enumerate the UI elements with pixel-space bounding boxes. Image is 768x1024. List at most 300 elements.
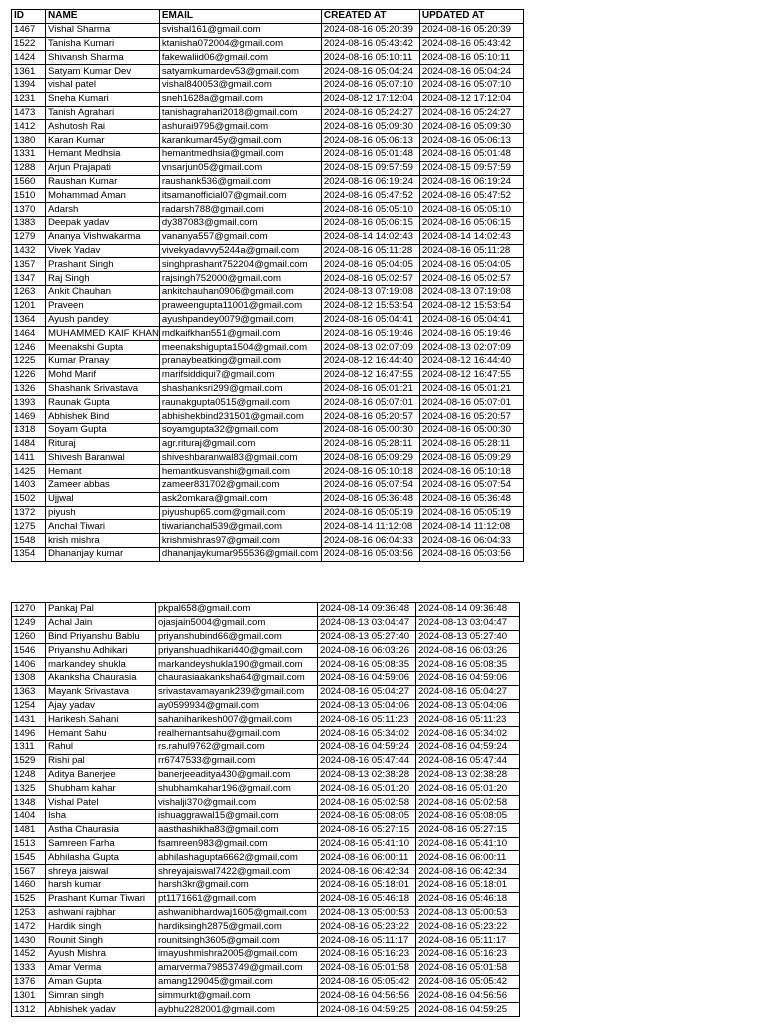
header-updated-at: UPDATED AT <box>419 10 523 24</box>
cell-name: MUHAMMED KAIF KHAN <box>46 327 160 341</box>
cell-updated-at: 2024-08-16 05:10:11 <box>419 51 523 65</box>
cell-created-at: 2024-08-13 02:38:28 <box>318 768 416 782</box>
cell-id: 1452 <box>12 947 46 961</box>
cell-created-at: 2024-08-15 09:57:59 <box>321 161 419 175</box>
cell-name: Satyam Kumar Dev <box>46 65 160 79</box>
cell-updated-at: 2024-08-16 05:28:11 <box>419 437 523 451</box>
cell-name: markandey shukla <box>46 658 156 672</box>
cell-name: Shubham kahar <box>46 782 156 796</box>
cell-created-at: 2024-08-13 02:07:09 <box>321 341 419 355</box>
cell-updated-at: 2024-08-16 05:47:52 <box>419 189 523 203</box>
cell-name: vishal patel <box>46 78 160 92</box>
table-row <box>12 51 524 65</box>
cell-name: Rituraj <box>46 437 160 451</box>
cell-id: 1406 <box>12 658 46 672</box>
cell-created-at: 2024-08-14 09:36:48 <box>318 603 416 617</box>
cell-name: Prashant Kumar Tiwari <box>46 892 156 906</box>
cell-id: 1260 <box>12 630 46 644</box>
table-row <box>12 740 520 754</box>
cell-updated-at: 2024-08-16 06:19:24 <box>419 175 523 189</box>
cell-id: 1347 <box>12 272 46 286</box>
cell-id: 1225 <box>12 354 46 368</box>
table-row <box>12 92 524 106</box>
cell-created-at: 2024-08-16 05:43:42 <box>321 37 419 51</box>
cell-email: meenakshigupta1504@gmail.com <box>159 341 321 355</box>
cell-created-at: 2024-08-16 05:11:23 <box>318 713 416 727</box>
cell-updated-at: 2024-08-16 05:05:42 <box>416 975 520 989</box>
cell-updated-at: 2024-08-16 05:36:48 <box>419 492 523 506</box>
cell-email: ayushpandey0079@gmail.com <box>159 313 321 327</box>
cell-created-at: 2024-08-14 14:02:43 <box>321 230 419 244</box>
cell-id: 1432 <box>12 244 46 258</box>
cell-updated-at: 2024-08-16 05:04:24 <box>419 65 523 79</box>
cell-email: tanishagrahari2018@gmail.com <box>159 106 321 120</box>
cell-created-at: 2024-08-16 05:11:28 <box>321 244 419 258</box>
cell-id: 1372 <box>12 506 46 520</box>
cell-updated-at: 2024-08-14 11:12:08 <box>419 520 523 534</box>
cell-id: 1312 <box>12 1003 46 1017</box>
cell-id: 1510 <box>12 189 46 203</box>
cell-name: Abhishek yadav <box>46 1003 156 1017</box>
cell-email: agr.rituraj@gmail.com <box>159 437 321 451</box>
cell-id: 1567 <box>12 865 46 879</box>
cell-created-at: 2024-08-16 05:03:56 <box>321 548 419 562</box>
cell-email: shiveshbaranwal83@gmail.com <box>159 451 321 465</box>
cell-email: chaurasiaakanksha64@gmail.com <box>156 671 318 685</box>
cell-name: Harikesh Sahani <box>46 713 156 727</box>
cell-email: pranaybeatking@gmail.com <box>159 354 321 368</box>
cell-email: abhilashagupta6662@gmail.com <box>156 851 318 865</box>
cell-email: piyushup65.com@gmail.com <box>159 506 321 520</box>
cell-updated-at: 2024-08-16 05:19:46 <box>419 327 523 341</box>
table-row <box>12 906 520 920</box>
table-row <box>12 658 520 672</box>
cell-email: praweengupta11001@gmail.com <box>159 299 321 313</box>
cell-created-at: 2024-08-16 05:06:15 <box>321 216 419 230</box>
cell-name: Mayank Srivastava <box>46 685 156 699</box>
cell-name: Astha Chaurasia <box>46 823 156 837</box>
cell-id: 1525 <box>12 892 46 906</box>
cell-id: 1318 <box>12 423 46 437</box>
cell-name: Hemant Sahu <box>46 727 156 741</box>
cell-updated-at: 2024-08-16 05:09:29 <box>419 451 523 465</box>
table-row <box>12 354 524 368</box>
cell-name: Adarsh <box>46 203 160 217</box>
table-row <box>12 244 524 258</box>
cell-email: pkpal658@gmail.com <box>156 603 318 617</box>
cell-created-at: 2024-08-16 04:59:24 <box>318 740 416 754</box>
cell-name: krish mishra <box>46 534 160 548</box>
cell-updated-at: 2024-08-16 05:18:01 <box>416 878 520 892</box>
table-row <box>12 548 524 562</box>
cell-updated-at: 2024-08-16 05:43:42 <box>419 37 523 51</box>
cell-created-at: 2024-08-12 17:12:04 <box>321 92 419 106</box>
cell-name: Rahul <box>46 740 156 754</box>
cell-name: Prashant Singh <box>46 258 160 272</box>
cell-email: ankitchauhan0906@gmail.com <box>159 285 321 299</box>
cell-id: 1545 <box>12 851 46 865</box>
cell-name: Vishal Sharma <box>46 23 160 37</box>
table-row <box>12 65 524 79</box>
table-row <box>12 134 524 148</box>
cell-email: pt1171661@gmail.com <box>156 892 318 906</box>
cell-updated-at: 2024-08-16 05:34:02 <box>416 727 520 741</box>
cell-id: 1226 <box>12 368 46 382</box>
cell-created-at: 2024-08-16 05:04:41 <box>321 313 419 327</box>
cell-created-at: 2024-08-16 04:56:56 <box>318 989 416 1003</box>
cell-created-at: 2024-08-16 05:04:27 <box>318 685 416 699</box>
cell-email: krishmishras97@gmail.com <box>159 534 321 548</box>
table-row <box>12 671 520 685</box>
cell-email: svishal161@gmail.com <box>159 23 321 37</box>
cell-name: Aman Gupta <box>46 975 156 989</box>
header-created-at: CREATED AT <box>321 10 419 24</box>
cell-email: banerjeeaditya430@gmail.com <box>156 768 318 782</box>
table-row <box>12 479 524 493</box>
cell-created-at: 2024-08-12 16:47:55 <box>321 368 419 382</box>
cell-updated-at: 2024-08-16 05:16:23 <box>416 947 520 961</box>
user-table-bottom <box>11 602 520 1017</box>
cell-created-at: 2024-08-16 05:09:30 <box>321 120 419 134</box>
cell-email: itsamanofficial07@gmail.com <box>159 189 321 203</box>
cell-updated-at: 2024-08-16 05:04:41 <box>419 313 523 327</box>
cell-updated-at: 2024-08-16 06:42:34 <box>416 865 520 879</box>
cell-email: dy387083@gmail.com <box>159 216 321 230</box>
cell-email: sneh1628a@gmail.com <box>159 92 321 106</box>
cell-created-at: 2024-08-16 04:59:25 <box>318 1003 416 1017</box>
cell-id: 1431 <box>12 713 46 727</box>
table-row <box>12 410 524 424</box>
cell-id: 1288 <box>12 161 46 175</box>
cell-name: Ananya Vishwakarma <box>46 230 160 244</box>
cell-id: 1364 <box>12 313 46 327</box>
cell-id: 1464 <box>12 327 46 341</box>
cell-email: ask2omkara@gmail.com <box>159 492 321 506</box>
cell-created-at: 2024-08-14 11:12:08 <box>321 520 419 534</box>
cell-id: 1467 <box>12 23 46 37</box>
cell-id: 1484 <box>12 437 46 451</box>
cell-updated-at: 2024-08-16 05:08:35 <box>416 658 520 672</box>
cell-name: Soyam Gupta <box>46 423 160 437</box>
cell-name: Akanksha Chaurasia <box>46 671 156 685</box>
cell-name: Rishi pal <box>46 754 156 768</box>
cell-name: Vivek Yadav <box>46 244 160 258</box>
cell-email: aybhu2282001@gmail.com <box>156 1003 318 1017</box>
table-row <box>12 644 520 658</box>
cell-id: 1325 <box>12 782 46 796</box>
cell-name: Mohammad Aman <box>46 189 160 203</box>
cell-email: hemantmedhsia@gmail.com <box>159 147 321 161</box>
table-row <box>12 727 520 741</box>
table-row <box>12 37 524 51</box>
cell-id: 1522 <box>12 37 46 51</box>
cell-email: shubhamkahar196@gmail.com <box>156 782 318 796</box>
table-row <box>12 161 524 175</box>
cell-id: 1496 <box>12 727 46 741</box>
table-row <box>12 147 524 161</box>
cell-updated-at: 2024-08-12 16:47:55 <box>419 368 523 382</box>
cell-id: 1376 <box>12 975 46 989</box>
cell-email: rr6747533@gmail.com <box>156 754 318 768</box>
table-row <box>12 78 524 92</box>
cell-email: sahaniharikesh007@gmail.com <box>156 713 318 727</box>
cell-created-at: 2024-08-16 06:00:11 <box>318 851 416 865</box>
cell-updated-at: 2024-08-16 05:41:10 <box>416 837 520 851</box>
cell-created-at: 2024-08-13 07:19:08 <box>321 285 419 299</box>
cell-id: 1254 <box>12 699 46 713</box>
cell-id: 1481 <box>12 823 46 837</box>
cell-name: Abhishek Bind <box>46 410 160 424</box>
cell-created-at: 2024-08-16 05:07:54 <box>321 479 419 493</box>
cell-updated-at: 2024-08-14 14:02:43 <box>419 230 523 244</box>
cell-id: 1472 <box>12 920 46 934</box>
cell-email: dhananjaykumar955536@gmail.com <box>159 548 321 562</box>
cell-updated-at: 2024-08-16 05:05:19 <box>419 506 523 520</box>
cell-created-at: 2024-08-16 05:08:05 <box>318 809 416 823</box>
cell-updated-at: 2024-08-16 05:04:05 <box>419 258 523 272</box>
cell-updated-at: 2024-08-13 05:27:40 <box>416 630 520 644</box>
cell-updated-at: 2024-08-16 05:03:56 <box>419 548 523 562</box>
cell-id: 1411 <box>12 451 46 465</box>
cell-updated-at: 2024-08-16 05:07:10 <box>419 78 523 92</box>
cell-id: 1502 <box>12 492 46 506</box>
cell-updated-at: 2024-08-16 05:02:57 <box>419 272 523 286</box>
cell-email: ishuaggrawal15@gmail.com <box>156 809 318 823</box>
table-row <box>12 189 524 203</box>
cell-created-at: 2024-08-16 05:04:05 <box>321 258 419 272</box>
table-row <box>12 851 520 865</box>
cell-updated-at: 2024-08-16 05:02:58 <box>416 796 520 810</box>
cell-created-at: 2024-08-16 05:02:58 <box>318 796 416 810</box>
table-row <box>12 272 524 286</box>
cell-name: Amar Verma <box>46 961 156 975</box>
cell-updated-at: 2024-08-16 05:09:30 <box>419 120 523 134</box>
cell-name: Deepak yadav <box>46 216 160 230</box>
table-row <box>12 258 524 272</box>
cell-name: Hemant Medhsia <box>46 147 160 161</box>
cell-updated-at: 2024-08-12 16:44:40 <box>419 354 523 368</box>
cell-created-at: 2024-08-16 06:19:24 <box>321 175 419 189</box>
cell-created-at: 2024-08-16 05:20:39 <box>321 23 419 37</box>
cell-name: Ajay yadav <box>46 699 156 713</box>
table-row <box>12 947 520 961</box>
cell-updated-at: 2024-08-16 05:01:21 <box>419 382 523 396</box>
cell-created-at: 2024-08-16 06:04:33 <box>321 534 419 548</box>
cell-updated-at: 2024-08-16 05:05:10 <box>419 203 523 217</box>
cell-id: 1361 <box>12 65 46 79</box>
cell-created-at: 2024-08-16 05:09:29 <box>321 451 419 465</box>
cell-name: Raushan Kumar <box>46 175 160 189</box>
cell-email: soyamgupta32@gmail.com <box>159 423 321 437</box>
cell-name: shreya jaiswal <box>46 865 156 879</box>
cell-created-at: 2024-08-16 05:34:02 <box>318 727 416 741</box>
cell-id: 1412 <box>12 120 46 134</box>
cell-email: vivekyadavvy5244a@gmail.com <box>159 244 321 258</box>
cell-email: ojasjain5004@gmail.com <box>156 616 318 630</box>
cell-updated-at: 2024-08-16 05:01:58 <box>416 961 520 975</box>
cell-updated-at: 2024-08-16 04:59:24 <box>416 740 520 754</box>
table-row <box>12 299 524 313</box>
cell-email: ay0599934@gmail.com <box>156 699 318 713</box>
table-row <box>12 685 520 699</box>
table-row <box>12 437 524 451</box>
cell-name: Meenakshi Gupta <box>46 341 160 355</box>
cell-name: Dhananjay kumar <box>46 548 160 562</box>
cell-email: radarsh788@gmail.com <box>159 203 321 217</box>
cell-email: vnsarjun05@gmail.com <box>159 161 321 175</box>
cell-updated-at: 2024-08-16 05:01:48 <box>419 147 523 161</box>
cell-updated-at: 2024-08-16 05:07:01 <box>419 396 523 410</box>
cell-created-at: 2024-08-16 05:41:10 <box>318 837 416 851</box>
cell-created-at: 2024-08-16 05:01:48 <box>321 147 419 161</box>
cell-name: Abhilasha Gupta <box>46 851 156 865</box>
cell-email: singhprashant752204@gmail.com <box>159 258 321 272</box>
cell-id: 1473 <box>12 106 46 120</box>
cell-email: vananya557@gmail.com <box>159 230 321 244</box>
cell-id: 1308 <box>12 671 46 685</box>
cell-id: 1248 <box>12 768 46 782</box>
table-row <box>12 396 524 410</box>
cell-created-at: 2024-08-13 03:04:47 <box>318 616 416 630</box>
cell-updated-at: 2024-08-14 09:36:48 <box>416 603 520 617</box>
cell-name: Arjun Prajapati <box>46 161 160 175</box>
cell-created-at: 2024-08-16 06:03:26 <box>318 644 416 658</box>
table-row <box>12 699 520 713</box>
cell-updated-at: 2024-08-16 05:24:27 <box>419 106 523 120</box>
cell-updated-at: 2024-08-13 05:00:53 <box>416 906 520 920</box>
cell-created-at: 2024-08-16 05:47:52 <box>321 189 419 203</box>
cell-updated-at: 2024-08-13 02:07:09 <box>419 341 523 355</box>
cell-updated-at: 2024-08-16 05:10:18 <box>419 465 523 479</box>
cell-email: amarverma79853749@gmail.com <box>156 961 318 975</box>
cell-name: Ankit Chauhan <box>46 285 160 299</box>
cell-updated-at: 2024-08-16 04:56:56 <box>416 989 520 1003</box>
cell-created-at: 2024-08-16 05:05:42 <box>318 975 416 989</box>
table-row <box>12 823 520 837</box>
cell-email: priyanshubind66@gmail.com <box>156 630 318 644</box>
cell-updated-at: 2024-08-16 05:20:39 <box>419 23 523 37</box>
cell-created-at: 2024-08-16 05:28:11 <box>321 437 419 451</box>
cell-updated-at: 2024-08-16 05:23:22 <box>416 920 520 934</box>
cell-email: karankumar45y@gmail.com <box>159 134 321 148</box>
cell-id: 1201 <box>12 299 46 313</box>
cell-name: Shashank Srivastava <box>46 382 160 396</box>
cell-id: 1357 <box>12 258 46 272</box>
cell-email: ktanisha072004@gmail.com <box>159 37 321 51</box>
cell-id: 1460 <box>12 878 46 892</box>
cell-updated-at: 2024-08-16 05:20:57 <box>419 410 523 424</box>
table-row <box>12 754 520 768</box>
table-row <box>12 934 520 948</box>
cell-created-at: 2024-08-16 05:36:48 <box>321 492 419 506</box>
cell-id: 1231 <box>12 92 46 106</box>
cell-email: raushank536@gmail.com <box>159 175 321 189</box>
cell-updated-at: 2024-08-16 05:00:30 <box>419 423 523 437</box>
table-row <box>12 616 520 630</box>
cell-created-at: 2024-08-13 05:27:40 <box>318 630 416 644</box>
cell-name: Hardik singh <box>46 920 156 934</box>
table-row <box>12 23 524 37</box>
cell-name: Shivesh Baranwal <box>46 451 160 465</box>
cell-id: 1333 <box>12 961 46 975</box>
cell-name: Achal Jain <box>46 616 156 630</box>
table-row <box>12 630 520 644</box>
cell-name: Kumar Pranay <box>46 354 160 368</box>
table-row <box>12 892 520 906</box>
cell-id: 1546 <box>12 644 46 658</box>
header-email: EMAIL <box>159 10 321 24</box>
cell-id: 1326 <box>12 382 46 396</box>
cell-name: Shivansh Sharma <box>46 51 160 65</box>
cell-created-at: 2024-08-16 05:10:11 <box>321 51 419 65</box>
cell-name: Karan Kumar <box>46 134 160 148</box>
cell-name: Samreen Farha <box>46 837 156 851</box>
cell-id: 1548 <box>12 534 46 548</box>
cell-email: markandeyshukla190@gmail.com <box>156 658 318 672</box>
header-row <box>12 10 524 24</box>
cell-created-at: 2024-08-16 04:59:06 <box>318 671 416 685</box>
table-row <box>12 285 524 299</box>
cell-created-at: 2024-08-16 05:08:35 <box>318 658 416 672</box>
cell-updated-at: 2024-08-16 05:11:23 <box>416 713 520 727</box>
table-row <box>12 809 520 823</box>
cell-updated-at: 2024-08-16 05:11:17 <box>416 934 520 948</box>
cell-name: Ujjwal <box>46 492 160 506</box>
cell-email: srivastavamayank239@gmail.com <box>156 685 318 699</box>
cell-created-at: 2024-08-16 05:01:58 <box>318 961 416 975</box>
cell-email: fakewaliid06@gmail.com <box>159 51 321 65</box>
cell-email: rajsingh752000@gmail.com <box>159 272 321 286</box>
cell-name: Anchal Tiwari <box>46 520 160 534</box>
cell-updated-at: 2024-08-16 05:46:18 <box>416 892 520 906</box>
cell-id: 1348 <box>12 796 46 810</box>
cell-created-at: 2024-08-16 05:02:57 <box>321 272 419 286</box>
cell-email: hardiksingh2875@gmail.com <box>156 920 318 934</box>
cell-id: 1404 <box>12 809 46 823</box>
table-row <box>12 203 524 217</box>
cell-id: 1249 <box>12 616 46 630</box>
cell-created-at: 2024-08-16 05:23:22 <box>318 920 416 934</box>
table-row <box>12 534 524 548</box>
cell-email: ashwanibhardwaj1605@gmail.com <box>156 906 318 920</box>
cell-name: Mohd Marif <box>46 368 160 382</box>
cell-id: 1331 <box>12 147 46 161</box>
table-row <box>12 878 520 892</box>
cell-id: 1311 <box>12 740 46 754</box>
cell-id: 1394 <box>12 78 46 92</box>
cell-created-at: 2024-08-16 05:04:24 <box>321 65 419 79</box>
cell-created-at: 2024-08-12 15:53:54 <box>321 299 419 313</box>
cell-email: vishal840053@gmail.com <box>159 78 321 92</box>
cell-id: 1275 <box>12 520 46 534</box>
cell-email: hemantkusvanshi@gmail.com <box>159 465 321 479</box>
cell-id: 1403 <box>12 479 46 493</box>
cell-updated-at: 2024-08-16 05:27:15 <box>416 823 520 837</box>
cell-created-at: 2024-08-16 05:00:30 <box>321 423 419 437</box>
cell-created-at: 2024-08-16 05:18:01 <box>318 878 416 892</box>
cell-name: Bind Priyanshu Bablu <box>46 630 156 644</box>
cell-email: mdkaifkhan551@gmail.com <box>159 327 321 341</box>
table-row <box>12 423 524 437</box>
user-table-top <box>11 9 524 562</box>
cell-updated-at: 2024-08-16 06:04:33 <box>419 534 523 548</box>
cell-name: Rounit Singh <box>46 934 156 948</box>
cell-created-at: 2024-08-16 05:16:23 <box>318 947 416 961</box>
cell-email: tiwarianchal539@gmail.com <box>159 520 321 534</box>
cell-updated-at: 2024-08-16 06:03:26 <box>416 644 520 658</box>
cell-updated-at: 2024-08-16 04:59:25 <box>416 1003 520 1017</box>
table-row <box>12 975 520 989</box>
